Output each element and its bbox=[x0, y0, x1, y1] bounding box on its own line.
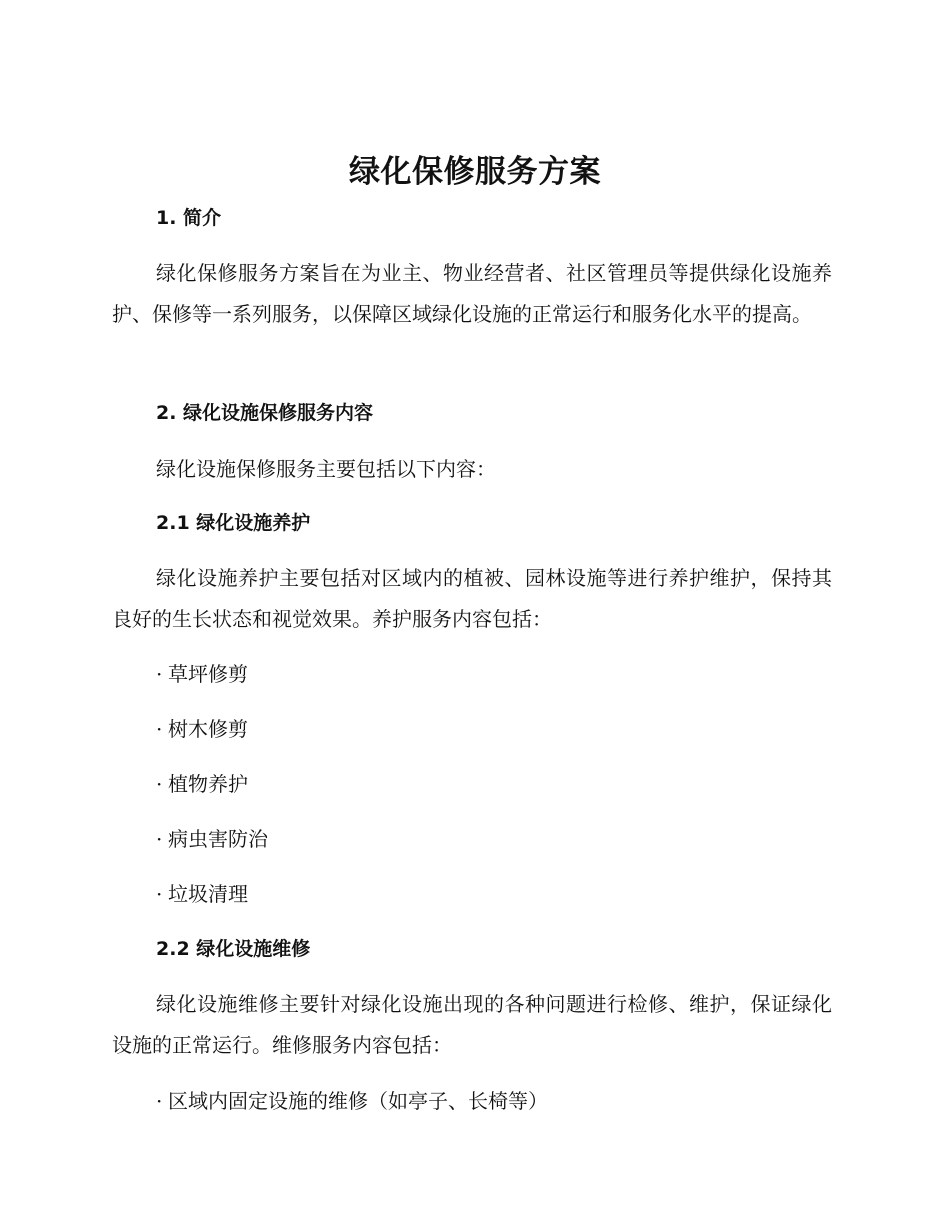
bullet-icon: · bbox=[156, 717, 163, 741]
list-item-label: 植物养护 bbox=[168, 772, 248, 796]
bullet-icon: · bbox=[156, 772, 163, 796]
list-item-label: 树木修剪 bbox=[168, 717, 248, 741]
paragraph-maintenance: 绿化设施养护主要包括对区域内的植被、园林设施等进行养护维护，保持其良好的生长状态和视觉效果。养护服务内容包括： bbox=[112, 566, 832, 631]
paragraph-service-content: 绿化设施保修服务主要包括以下内容： bbox=[156, 457, 496, 481]
paragraph-intro: 绿化保修服务方案旨在为业主、物业经营者、社区管理员等提供绿化设施养护、保修等一系列服务，以保障区域绿化设施的正常运行和服务化水平的提高。 bbox=[112, 261, 832, 326]
list-item-label: 草坪修剪 bbox=[168, 662, 248, 686]
list-item-label: 垃圾清理 bbox=[168, 882, 248, 906]
heading-service-content: 2. 绿化设施保修服务内容 bbox=[156, 402, 374, 424]
heading-intro: 1. 简介 bbox=[156, 207, 222, 229]
heading-maintenance: 2.1 绿化设施养护 bbox=[156, 512, 311, 534]
bullet-icon: · bbox=[156, 882, 163, 906]
list-item-garbage-cleanup bbox=[156, 878, 248, 910]
bullet-icon: · bbox=[156, 662, 163, 686]
list-item-lawn-mowing bbox=[156, 658, 248, 690]
list-item-label: 病虫害防治 bbox=[168, 827, 268, 851]
bullet-icon: · bbox=[156, 1089, 163, 1113]
list-item-plant-care bbox=[156, 768, 248, 800]
list-item-label: 区域内固定设施的维修（如亭子、长椅等） bbox=[168, 1089, 548, 1113]
list-item-fixed-facility-repair bbox=[156, 1085, 548, 1117]
bullet-icon: · bbox=[156, 827, 163, 851]
list-item-pest-control bbox=[156, 823, 268, 855]
heading-repair: 2.2 绿化设施维修 bbox=[156, 938, 311, 960]
paragraph-repair: 绿化设施维修主要针对绿化设施出现的各种问题进行检修、维护，保证绿化设施的正常运行。维修服务内容包括： bbox=[112, 992, 832, 1057]
document-title: 绿化保修服务方案 bbox=[349, 154, 601, 190]
list-item-tree-pruning bbox=[156, 713, 248, 745]
